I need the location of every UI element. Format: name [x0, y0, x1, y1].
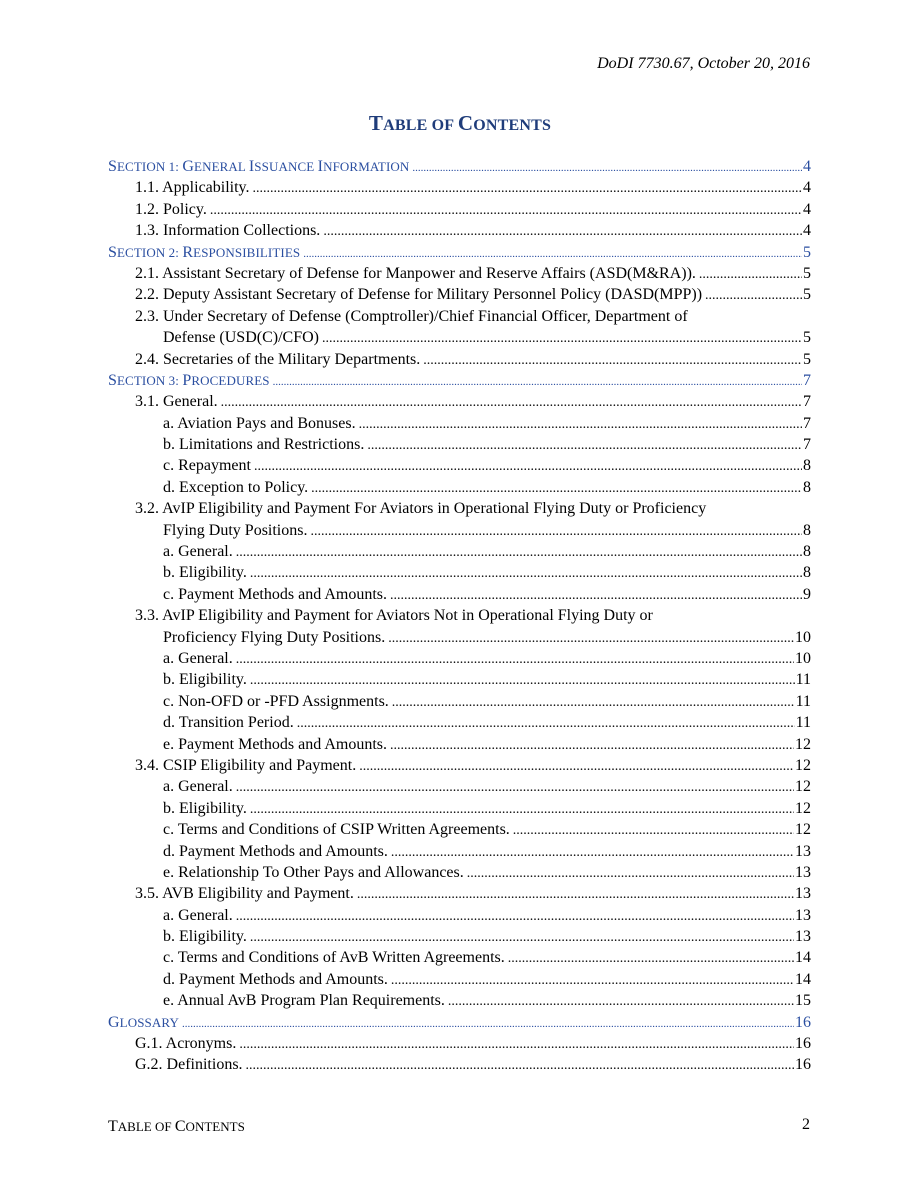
toc-entry-label: 3.4. CSIP Eligibility and Payment. — [135, 756, 357, 774]
toc-page-number: 12 — [795, 778, 811, 796]
dot-leader — [236, 905, 794, 927]
toc-section-link[interactable] — [108, 242, 811, 263]
toc-page-number: 9 — [803, 585, 811, 603]
toc-entry[interactable] — [108, 391, 811, 412]
toc-entry[interactable] — [108, 263, 811, 284]
toc-page-number: 4 — [803, 179, 811, 197]
dot-leader — [323, 220, 802, 242]
toc-page-number: 15 — [795, 992, 811, 1010]
toc-page-number: 8 — [803, 521, 811, 539]
toc-page-number: 8 — [803, 478, 811, 496]
toc-entry-wrapped[interactable] — [108, 306, 811, 327]
toc-subentry[interactable] — [108, 712, 811, 733]
dot-leader — [182, 1012, 794, 1035]
toc-section-label: GLOSSARY — [108, 1013, 179, 1031]
dot-leader — [391, 841, 794, 863]
toc-subentry[interactable] — [108, 734, 811, 755]
toc-page-number: 16 — [795, 1035, 811, 1053]
toc-entry-label: b. Eligibility. — [163, 671, 247, 689]
toc-entry-label: Defense (USD(C)/CFO) — [163, 329, 319, 347]
toc-entry[interactable] — [108, 520, 811, 541]
toc-page-number: 10 — [795, 628, 811, 646]
toc-page-number: 12 — [795, 821, 811, 839]
toc-subentry[interactable] — [108, 905, 811, 926]
toc-entry-label: G.2. Definitions. — [135, 1056, 243, 1074]
toc-entry-label: d. Payment Methods and Amounts. — [163, 842, 388, 860]
dot-leader — [392, 691, 795, 713]
title-small-a: ABLE OF — [383, 117, 458, 134]
footer-section-name: TABLE OF CONTENTS — [108, 1118, 245, 1135]
toc-page-number: 13 — [795, 928, 811, 946]
toc-entry-label: a. General. — [163, 649, 233, 667]
dot-leader — [322, 327, 802, 349]
toc-entry-label: 3.5. AVB Eligibility and Payment. — [135, 885, 354, 903]
toc-page-number: 8 — [803, 457, 811, 475]
title-small-b: ONTENTS — [473, 117, 552, 134]
toc-entry-label: c. Non-OFD or -PFD Assignments. — [163, 692, 389, 710]
toc-page-number: 12 — [795, 799, 811, 817]
toc-section-label: SECTION 3: PROCEDURES — [108, 371, 270, 389]
toc-subentry[interactable] — [108, 477, 811, 498]
running-header: DoDI 7730.67, October 20, 2016 — [597, 55, 810, 72]
dot-leader — [388, 627, 794, 649]
toc-page-number: 4 — [803, 158, 811, 175]
toc-entry-label: 2.1. Assistant Secretary of Defense for Manpower and Reserve Affairs (ASD(M&RA)). — [135, 264, 696, 282]
toc-entry-label: e. Annual AvB Program Plan Requirements. — [163, 992, 445, 1010]
toc-page-number: 12 — [795, 756, 811, 774]
dot-leader — [273, 370, 802, 393]
toc-entry-label: 3.1. General. — [135, 393, 218, 411]
toc-page-number: 7 — [803, 371, 811, 389]
dot-leader — [297, 712, 795, 734]
toc-page-number: 7 — [803, 414, 811, 432]
dot-leader — [448, 990, 794, 1012]
toc-entry-label: b. Eligibility. — [163, 564, 247, 582]
toc-page-number: 4 — [803, 222, 811, 240]
toc-page-number: 14 — [795, 970, 811, 988]
toc-entry-label: c. Terms and Conditions of CSIP Written Agreements. — [163, 821, 510, 839]
dot-leader — [705, 284, 802, 306]
toc-page-number: 4 — [803, 200, 811, 218]
dot-leader — [359, 413, 802, 435]
toc-page-number: 16 — [795, 1013, 811, 1031]
toc-entry-label: b. Limitations and Restrictions. — [163, 436, 365, 454]
toc-subentry[interactable] — [108, 648, 811, 669]
toc-entry[interactable] — [108, 883, 811, 904]
toc-entry-label: G.1. Acronyms. — [135, 1035, 237, 1053]
dot-leader — [390, 734, 794, 756]
toc-subentry[interactable] — [108, 819, 811, 840]
dot-leader — [467, 862, 794, 884]
toc-page-number: 5 — [803, 264, 811, 282]
toc-page-number: 5 — [803, 329, 811, 347]
toc-page-number: 10 — [795, 649, 811, 667]
toc-entry[interactable] — [108, 284, 811, 305]
toc-entry-label: 3.2. AvIP Eligibility and Payment For Aviators in Operational Flying Duty or Proficiency — [135, 500, 707, 518]
toc-subentry[interactable] — [108, 413, 811, 434]
dot-leader — [508, 947, 794, 969]
dot-leader — [221, 391, 802, 413]
toc-entry-label: 2.3. Under Secretary of Defense (Comptroller)/Chief Financial Officer, Department of — [135, 307, 688, 325]
toc-subentry[interactable] — [108, 862, 811, 883]
toc-page-number: 5 — [803, 286, 811, 304]
toc-section-link[interactable] — [108, 1012, 811, 1033]
toc-section-label: SECTION 1: GENERAL ISSUANCE INFORMATION — [108, 158, 410, 175]
toc-page-number: 16 — [795, 1056, 811, 1074]
toc-subentry[interactable] — [108, 841, 811, 862]
toc-entry[interactable] — [108, 1033, 811, 1054]
dot-leader — [250, 926, 794, 948]
toc-entry-label: d. Transition Period. — [163, 714, 294, 732]
toc-entry-label: b. Eligibility. — [163, 799, 247, 817]
dot-leader — [513, 819, 794, 841]
footer-page-number: 2 — [802, 1116, 810, 1133]
dot-leader — [236, 648, 794, 670]
toc-entry-label: 1.1. Applicability. — [135, 179, 250, 197]
toc-page-number: 13 — [795, 863, 811, 881]
toc-entry-label: d. Exception to Policy. — [163, 478, 309, 496]
dot-leader — [699, 263, 802, 285]
dot-leader — [367, 434, 802, 456]
toc-subentry[interactable] — [108, 947, 811, 968]
toc-entry-label: 3.3. AvIP Eligibility and Payment for Aviators Not in Operational Flying Duty or — [135, 607, 653, 625]
toc-entry-label: 1.2. Policy. — [135, 200, 207, 218]
toc-subentry[interactable] — [108, 669, 811, 690]
toc-entry-label: b. Eligibility. — [163, 928, 247, 946]
toc-subentry[interactable] — [108, 926, 811, 947]
toc-section-link[interactable] — [108, 370, 811, 391]
toc-page-number: 7 — [803, 393, 811, 411]
title-cap-c: C — [457, 111, 474, 135]
dot-leader — [303, 242, 802, 265]
toc-entry-label: a. General. — [163, 906, 233, 924]
toc-entry-wrapped[interactable] — [108, 605, 811, 626]
toc-entry-label: c. Payment Methods and Amounts. — [163, 585, 387, 603]
dot-leader — [391, 969, 794, 991]
toc-subentry[interactable] — [108, 969, 811, 990]
toc-subentry[interactable] — [108, 990, 811, 1011]
toc-page-number: 11 — [795, 714, 811, 732]
dot-leader — [236, 776, 794, 798]
dot-leader — [250, 562, 802, 584]
toc-subentry[interactable] — [108, 541, 811, 562]
toc-entry-label: a. General. — [163, 543, 233, 561]
dot-leader — [253, 177, 802, 199]
toc-page-number: 8 — [803, 543, 811, 561]
dot-leader — [423, 349, 802, 371]
toc-subentry[interactable] — [108, 584, 811, 605]
toc-entry[interactable] — [108, 755, 811, 776]
toc-page-number: 7 — [803, 436, 811, 454]
toc-entry[interactable] — [108, 327, 811, 348]
toc-page-number: 14 — [795, 949, 811, 967]
table-of-contents — [108, 156, 811, 1076]
toc-entry-label: c. Repayment — [163, 457, 251, 475]
toc-page-number: 13 — [795, 842, 811, 860]
toc-entry-label: 2.4. Secretaries of the Military Departments. — [135, 350, 421, 368]
toc-page-number: 13 — [795, 906, 811, 924]
dot-leader — [236, 541, 802, 563]
toc-page-number: 5 — [803, 243, 811, 261]
dot-leader — [357, 883, 794, 905]
toc-subentry[interactable] — [108, 776, 811, 797]
dot-leader — [246, 1054, 794, 1076]
toc-section-label: SECTION 2: RESPONSIBILITIES — [108, 243, 301, 261]
toc-entry[interactable] — [108, 627, 811, 648]
dot-leader — [412, 156, 802, 179]
dot-leader — [210, 199, 802, 221]
toc-page-number: 13 — [795, 885, 811, 903]
title-cap-t: T — [368, 111, 384, 135]
toc-entry[interactable] — [108, 199, 811, 220]
dot-leader — [250, 669, 795, 691]
toc-entry-label: d. Payment Methods and Amounts. — [163, 970, 388, 988]
toc-page-number: 8 — [803, 564, 811, 582]
toc-entry-label: Flying Duty Positions. — [163, 521, 308, 539]
toc-page-number: 11 — [795, 692, 811, 710]
dot-leader — [359, 755, 794, 777]
toc-entry-label: a. Aviation Pays and Bonuses. — [163, 414, 356, 432]
toc-entry-label: a. General. — [163, 778, 233, 796]
dot-leader — [311, 477, 802, 499]
toc-entry-label: e. Relationship To Other Pays and Allowances. — [163, 863, 464, 881]
dot-leader — [310, 520, 802, 542]
toc-subentry[interactable] — [108, 434, 811, 455]
toc-entry[interactable] — [108, 1054, 811, 1075]
toc-page-number: 5 — [803, 350, 811, 368]
dot-leader — [239, 1033, 794, 1055]
dot-leader — [390, 584, 802, 606]
toc-entry[interactable] — [108, 220, 811, 241]
page-title — [0, 111, 920, 136]
dot-leader — [254, 455, 802, 477]
toc-entry[interactable] — [108, 177, 811, 198]
toc-entry-label: c. Terms and Conditions of AvB Written Agreements. — [163, 949, 505, 967]
toc-subentry[interactable] — [108, 798, 811, 819]
toc-entry-label: 1.3. Information Collections. — [135, 222, 321, 240]
toc-entry-label: 2.2. Deputy Assistant Secretary of Defense for Military Personnel Policy (DASD(MPP)) — [135, 286, 703, 304]
toc-subentry[interactable] — [108, 455, 811, 476]
toc-subentry[interactable] — [108, 691, 811, 712]
toc-entry-label: e. Payment Methods and Amounts. — [163, 735, 387, 753]
toc-section-link[interactable] — [108, 156, 811, 177]
toc-page-number: 11 — [795, 671, 811, 689]
toc-entry[interactable] — [108, 349, 811, 370]
toc-subentry[interactable] — [108, 562, 811, 583]
toc-entry-wrapped[interactable] — [108, 498, 811, 519]
dot-leader — [250, 798, 794, 820]
toc-entry-label: Proficiency Flying Duty Positions. — [163, 628, 386, 646]
toc-page-number: 12 — [795, 735, 811, 753]
